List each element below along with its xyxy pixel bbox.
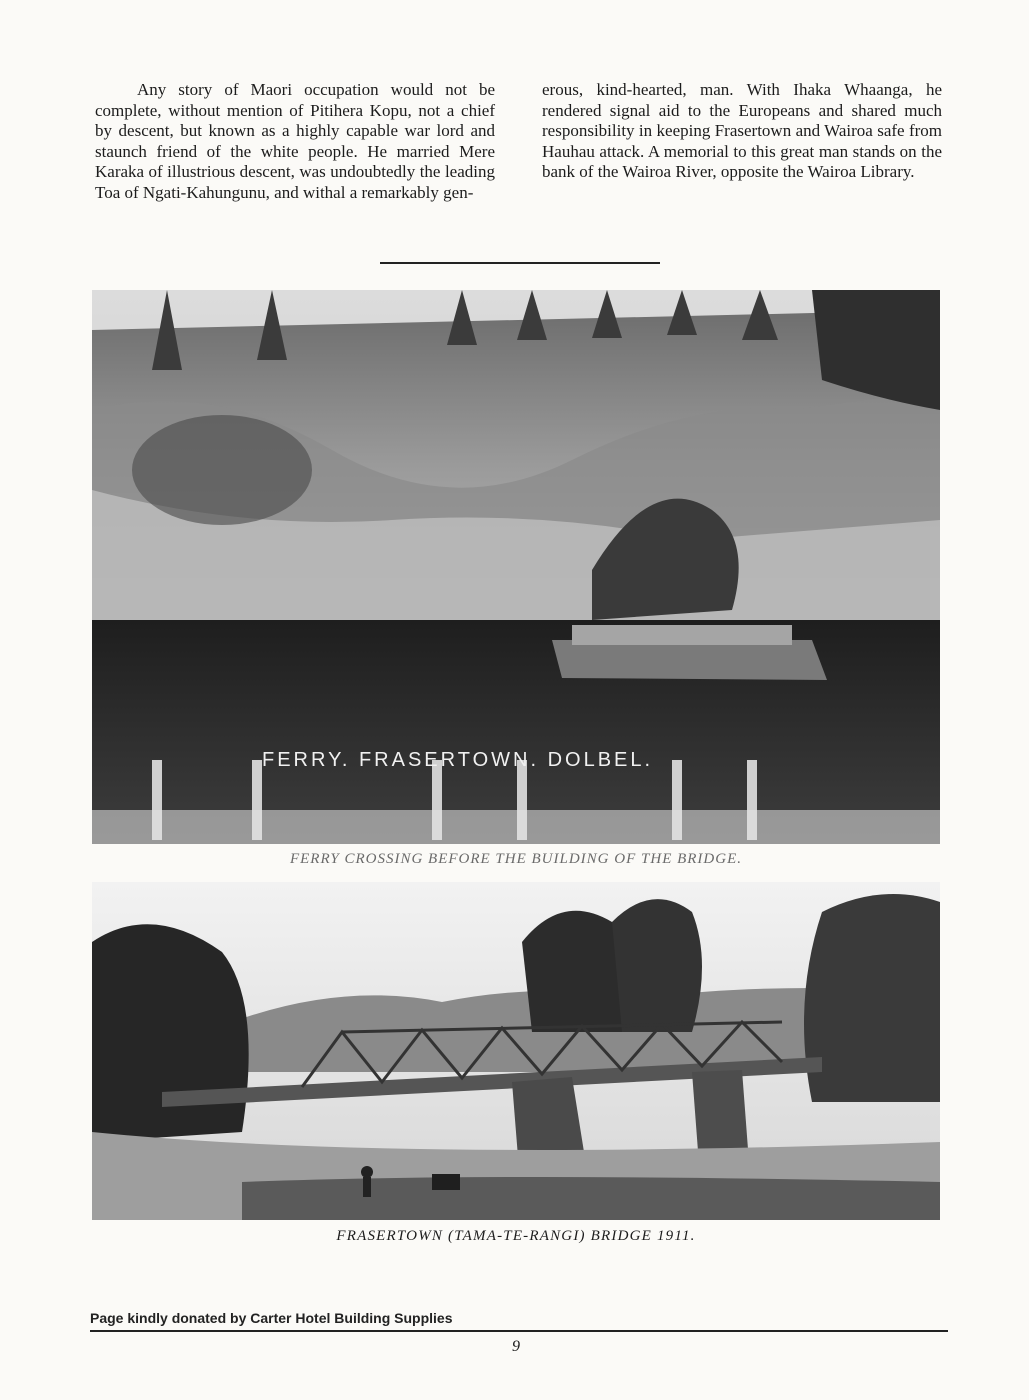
bridge-photo-caption: FRASERTOWN (TAMA-TE-RANGI) BRIDGE 1911.	[336, 1228, 696, 1244]
sponsor-credit: Page kindly donated by Carter Hotel Building Supplies	[90, 1310, 453, 1326]
photo-inscription: FERRY. FRASERTOWN. DOLBEL.	[262, 749, 654, 771]
page-number: 9	[512, 1338, 520, 1355]
footer-rule	[90, 1330, 948, 1332]
ferry-photo	[92, 290, 940, 844]
bridge-photo	[92, 882, 940, 1220]
article-column-left: Any story of Maori occupation would not be complete, without mention of Pitihera Kopu, not a chief by descent, but known as a highly capable war lord and staunch friend of the white people. He married Mere Karaka of illustrious descent, was undoubtedly the leading Toa of Ngati-Kahungunu, and withal a remarkably gen-	[95, 80, 495, 202]
article-column-right: erous, kind-hearted, man. With Ihaka Whaanga, he rendered signal aid to the Europeans and shared much responsibility in keeping Frasertown and Wairoa safe from Hauhau attack. A memorial to this great man stands on the bank of the Wairoa River, opposite the Wairoa Library.	[542, 80, 942, 181]
ferry-photo-caption: FERRY CROSSING BEFORE THE BUILDING OF THE BRIDGE.	[289, 851, 742, 867]
section-divider	[380, 262, 660, 264]
